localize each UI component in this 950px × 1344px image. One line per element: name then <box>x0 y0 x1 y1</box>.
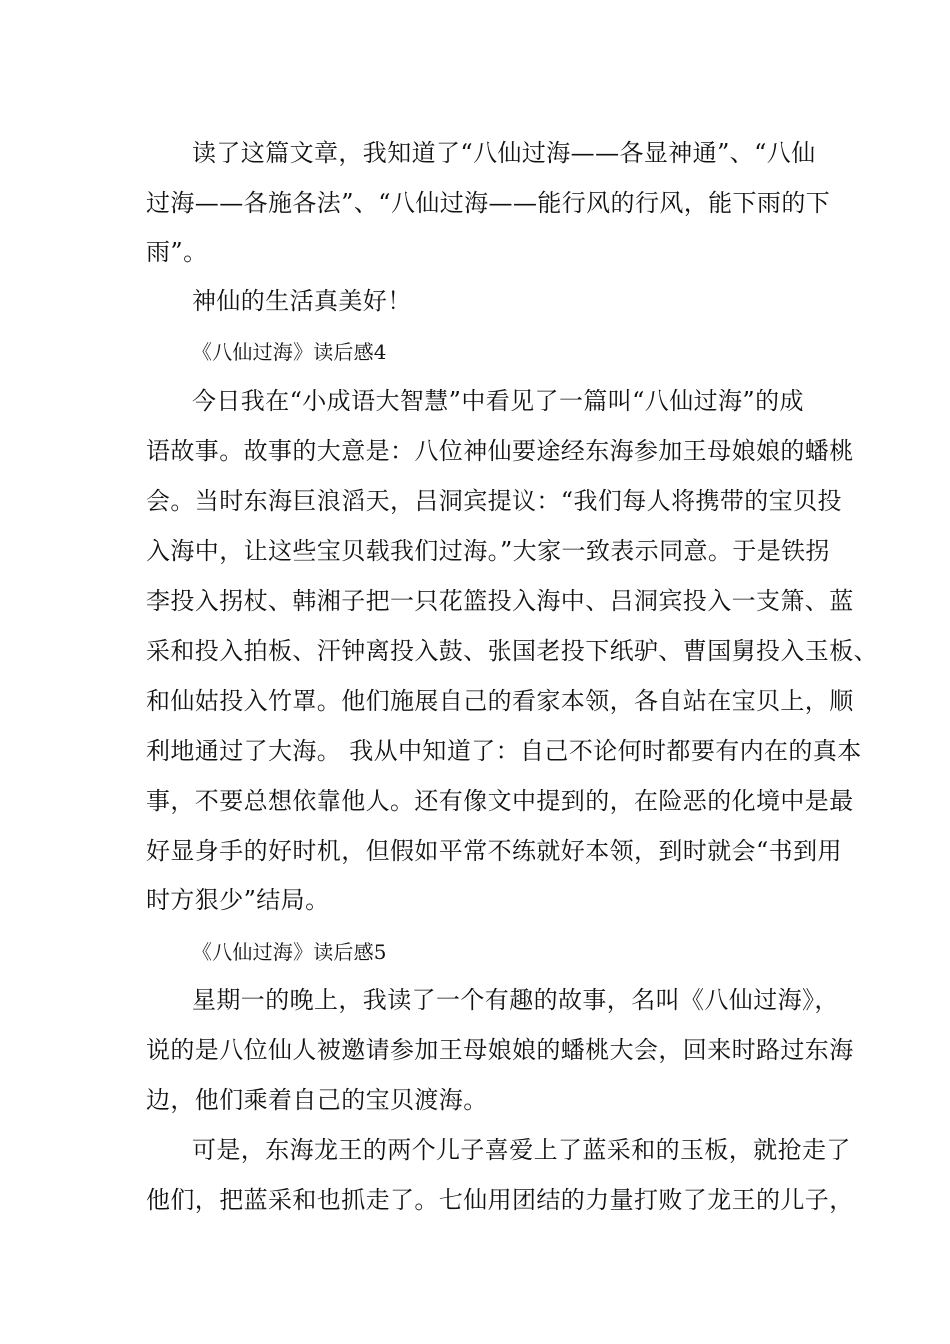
paragraph-line: 会。当时东海巨浪滔天，吕洞宾提议：“我们每人将携带的宝贝投 <box>146 487 842 515</box>
paragraph-line: 好显身手的好时机，但假如平常不练就好本领，到时就会“书到用 <box>146 837 842 865</box>
paragraph-line: 利地通过了大海。 我从中知道了：自己不论何时都要有内在的真本 <box>146 737 862 765</box>
paragraph-line: 他们，把蓝采和也抓走了。七仙用团结的力量打败了龙王的儿子， <box>146 1186 854 1214</box>
paragraph-line: 读了这篇文章，我知道了“八仙过海——各显神通”、“八仙 <box>192 139 816 167</box>
paragraph-line: 和仙姑投入竹罩。他们施展自己的看家本领，各自站在宝贝上，顺 <box>146 687 854 715</box>
paragraph-line: 入海中，让这些宝贝载我们过海。”大家一致表示同意。于是铁拐 <box>146 537 830 565</box>
section-heading: 《八仙过海》读后感5 <box>192 940 387 964</box>
section-heading: 《八仙过海》读后感4 <box>192 340 387 364</box>
paragraph-line: 可是，东海龙王的两个儿子喜爱上了蓝采和的玉板，就抢走了 <box>192 1136 851 1164</box>
paragraph-line: 语故事。故事的大意是：八位神仙要途经东海参加王母娘娘的蟠桃 <box>146 437 854 465</box>
paragraph-line: 神仙的生活真美好！ <box>192 287 412 315</box>
paragraph-line: 采和投入拍板、汗钟离投入鼓、张国老投下纸驴、曹国舅投入玉板、 <box>146 637 878 665</box>
paragraph-line: 星期一的晚上，我读了一个有趣的故事，名叫《八仙过海》， <box>192 986 839 1014</box>
paragraph-line: 今日我在“小成语大智慧”中看见了一篇叫“八仙过海”的成 <box>192 387 804 415</box>
paragraph-line: 事，不要总想依靠他人。还有像文中提到的，在险恶的化境中是最 <box>146 787 854 815</box>
paragraph-line: 边，他们乘着自己的宝贝渡海。 <box>146 1086 488 1114</box>
paragraph-line: 雨”。 <box>146 238 208 266</box>
paragraph-line: 说的是八位仙人被邀请参加王母娘娘的蟠桃大会，回来时路过东海 <box>146 1036 854 1064</box>
paragraph-line: 李投入拐杖、韩湘子把一只花篮投入海中、吕洞宾投入一支箫、蓝 <box>146 587 854 615</box>
paragraph-line: 时方狠少”结局。 <box>146 886 330 914</box>
paragraph-line: 过海——各施各法”、“八仙过海——能行风的行风，能下雨的下 <box>146 189 831 217</box>
